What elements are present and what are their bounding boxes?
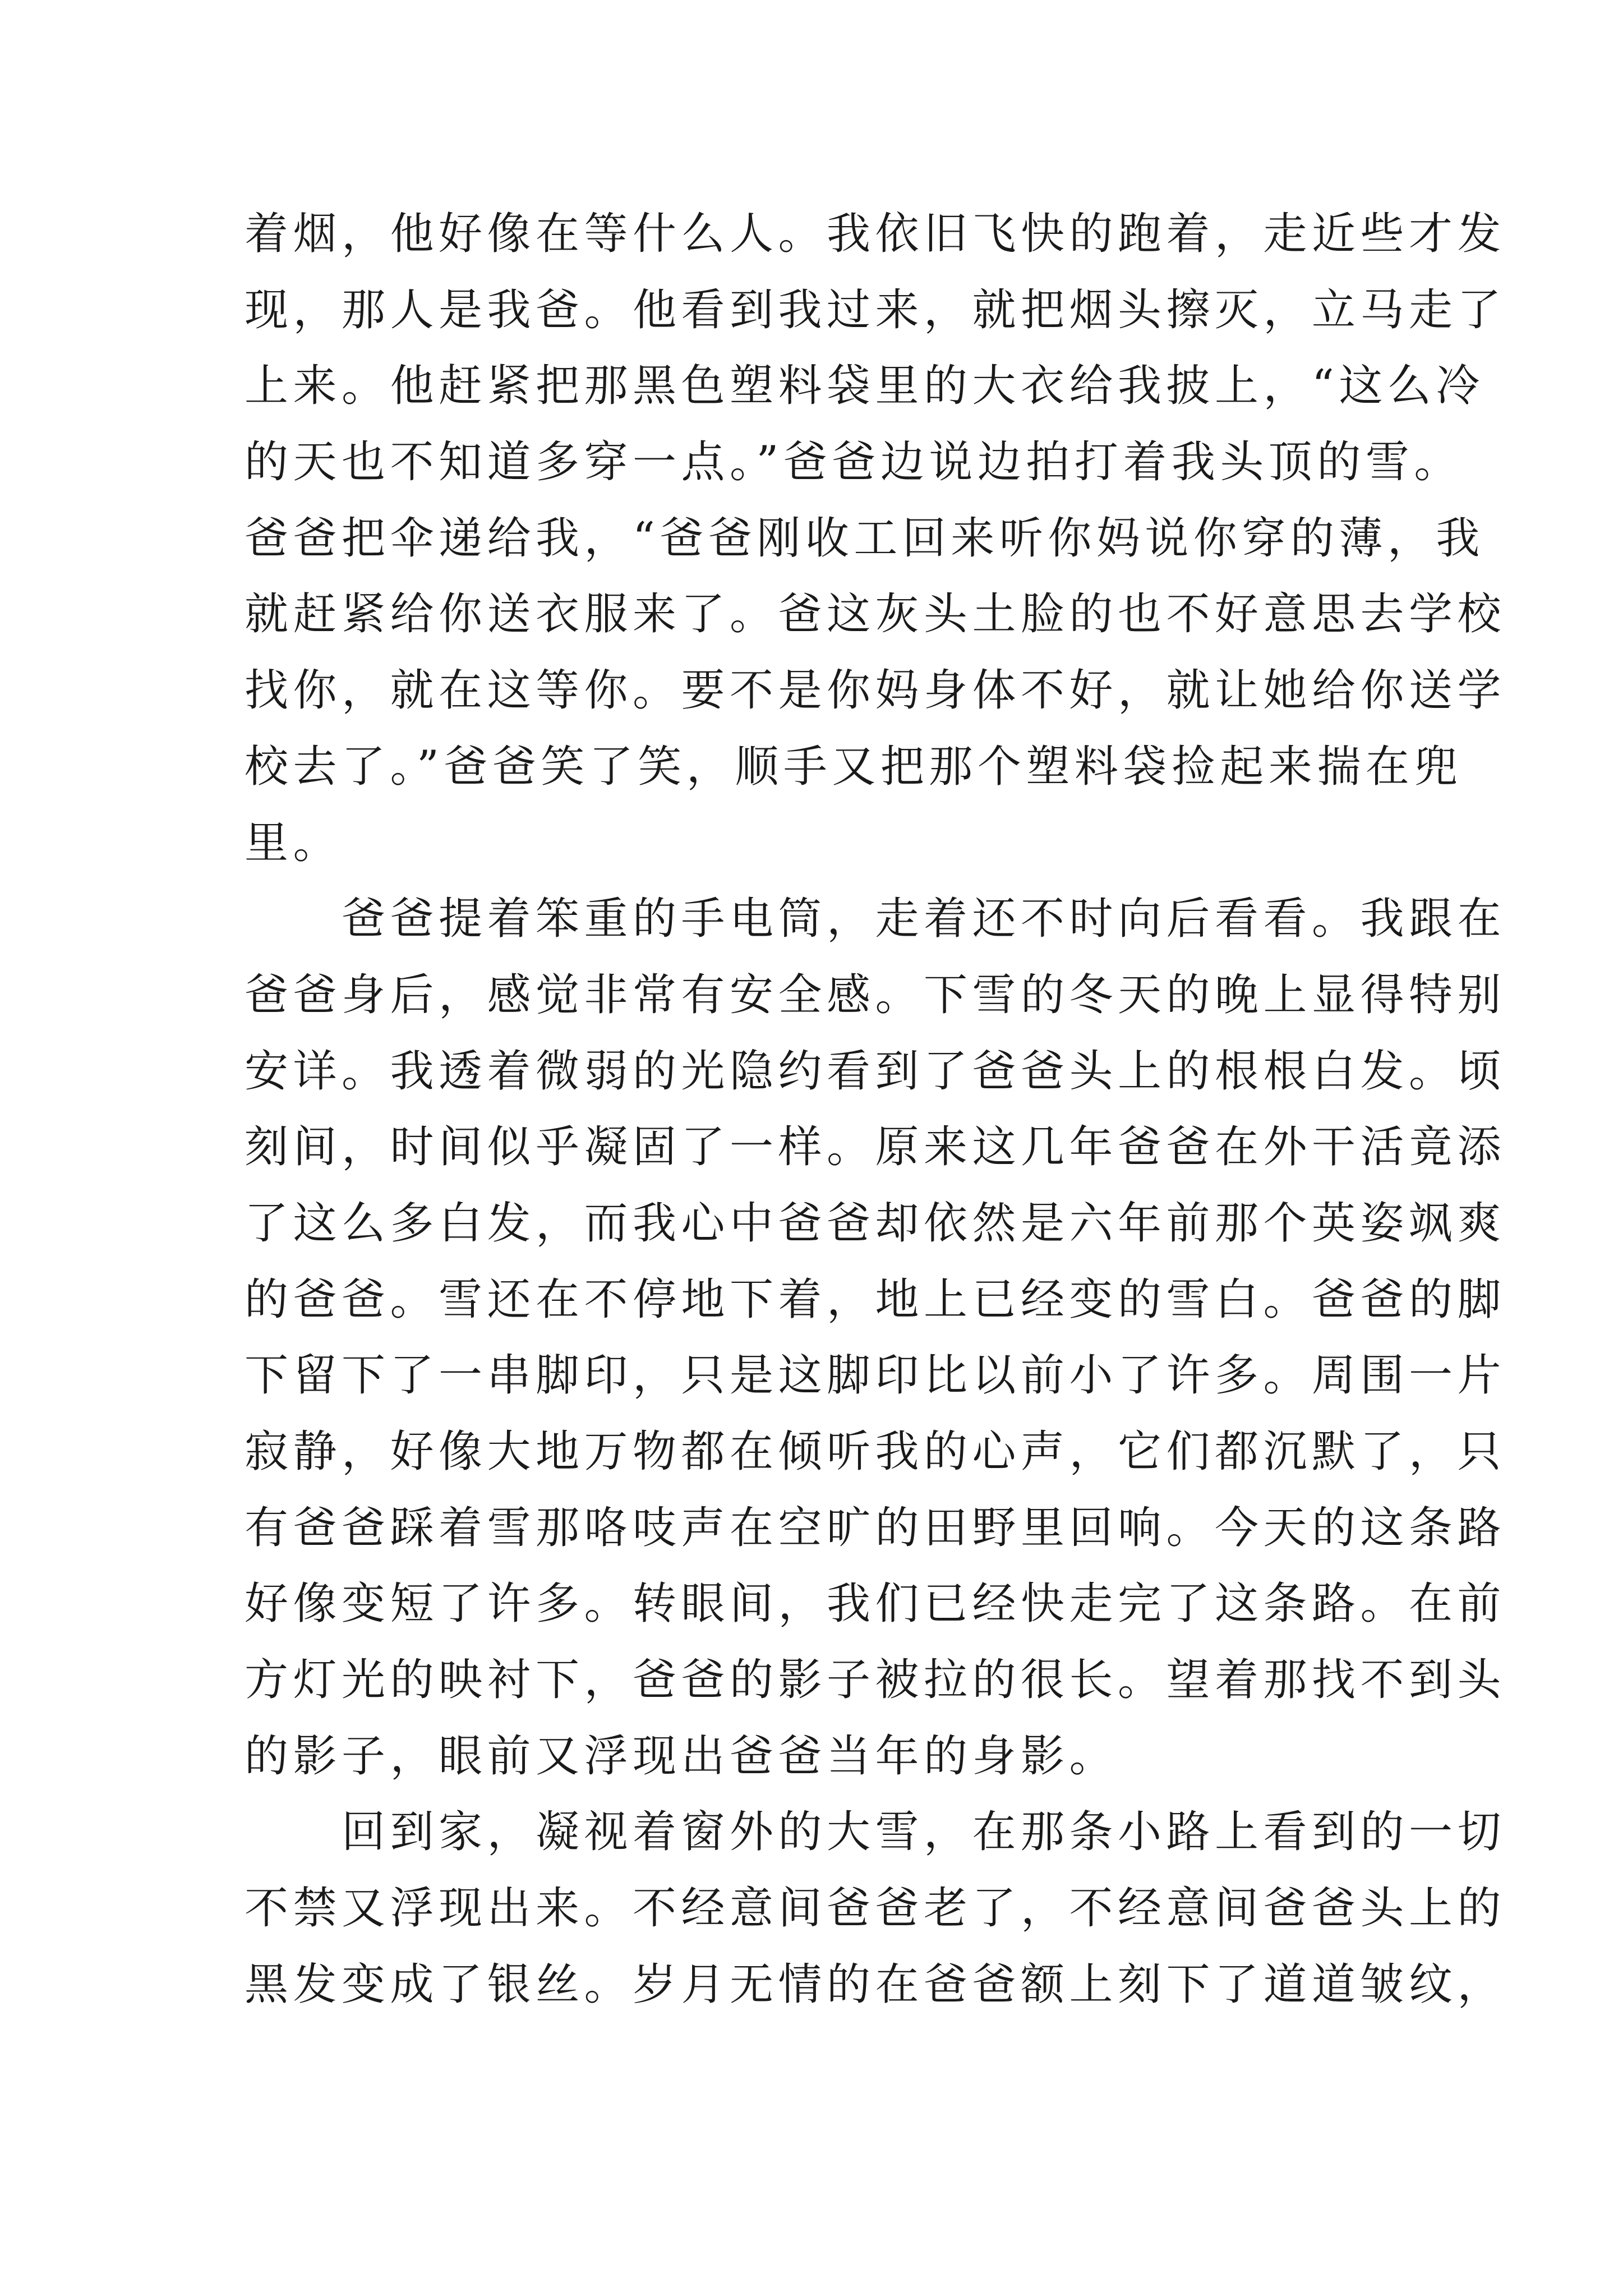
text-line: 爸爸把伞递给我，“爸爸刚收工回来听你妈说你穿的薄，我 <box>245 513 1484 564</box>
text-line: 爸爸身后，感觉非常有安全感。下雪的冬天的晚上显得特别 <box>245 969 1506 1020</box>
text-line: 找你，就在这等你。要不是你妈身体不好，就让她给你送学 <box>245 665 1506 716</box>
text-line: 的天也不知道多穿一点。”爸爸边说边拍打着我头顶的雪。 <box>245 437 1463 488</box>
text-line: 现，那人是我爸。他看到我过来，就把烟头擦灭，立马走了 <box>245 284 1506 335</box>
text-line: 回到家，凝视着窗外的大雪，在那条小路上看到的一切 <box>245 1807 1506 1858</box>
text-line: 校去了。”爸爸笑了笑，顺手又把那个塑料袋捡起来揣在兜 <box>245 741 1463 792</box>
text-line: 有爸爸踩着雪那咯吱声在空旷的田野里回响。今天的这条路 <box>245 1502 1506 1553</box>
text-line: 不禁又浮现出来。不经意间爸爸老了，不经意间爸爸头上的 <box>245 1883 1506 1934</box>
text-line: 的爸爸。雪还在不停地下着，地上已经变的雪白。爸爸的脚 <box>245 1274 1506 1325</box>
text-line: 上来。他赶紧把那黑色塑料袋里的大衣给我披上，“这么冷 <box>245 361 1484 412</box>
text-line: 了这么多白发，而我心中爸爸却依然是六年前那个英姿飒爽 <box>245 1198 1506 1249</box>
text-line: 里。 <box>245 817 342 868</box>
text-line: 的影子，眼前又浮现出爸爸当年的身影。 <box>245 1731 1118 1782</box>
text-line: 好像变短了许多。转眼间，我们已经快走完了这条路。在前 <box>245 1579 1506 1630</box>
text-line: 下留下了一串脚印，只是这脚印比以前小了许多。周围一片 <box>245 1350 1506 1401</box>
text-line: 安详。我透着微弱的光隐约看到了爸爸头上的根根白发。顷 <box>245 1046 1506 1097</box>
text-line: 方灯光的映衬下，爸爸的影子被拉的很长。望着那找不到头 <box>245 1655 1506 1706</box>
text-line: 爸爸提着笨重的手电筒，走着还不时向后看看。我跟在 <box>245 894 1506 945</box>
text-line: 着烟，他好像在等什么人。我依旧飞快的跑着，走近些才发 <box>245 209 1506 259</box>
text-line: 刻间，时间似乎凝固了一样。原来这几年爸爸在外干活竟添 <box>245 1122 1506 1173</box>
text-line: 就赶紧给你送衣服来了。爸这灰头土脸的也不好意思去学校 <box>245 589 1506 640</box>
text-line: 寂静，好像大地万物都在倾听我的心声，它们都沉默了，只 <box>245 1427 1506 1477</box>
body-text <box>245 196 1506 2023</box>
text-line: 黑发变成了银丝。岁月无情的在爸爸额上刻下了道道皱纹， <box>245 1959 1506 2010</box>
